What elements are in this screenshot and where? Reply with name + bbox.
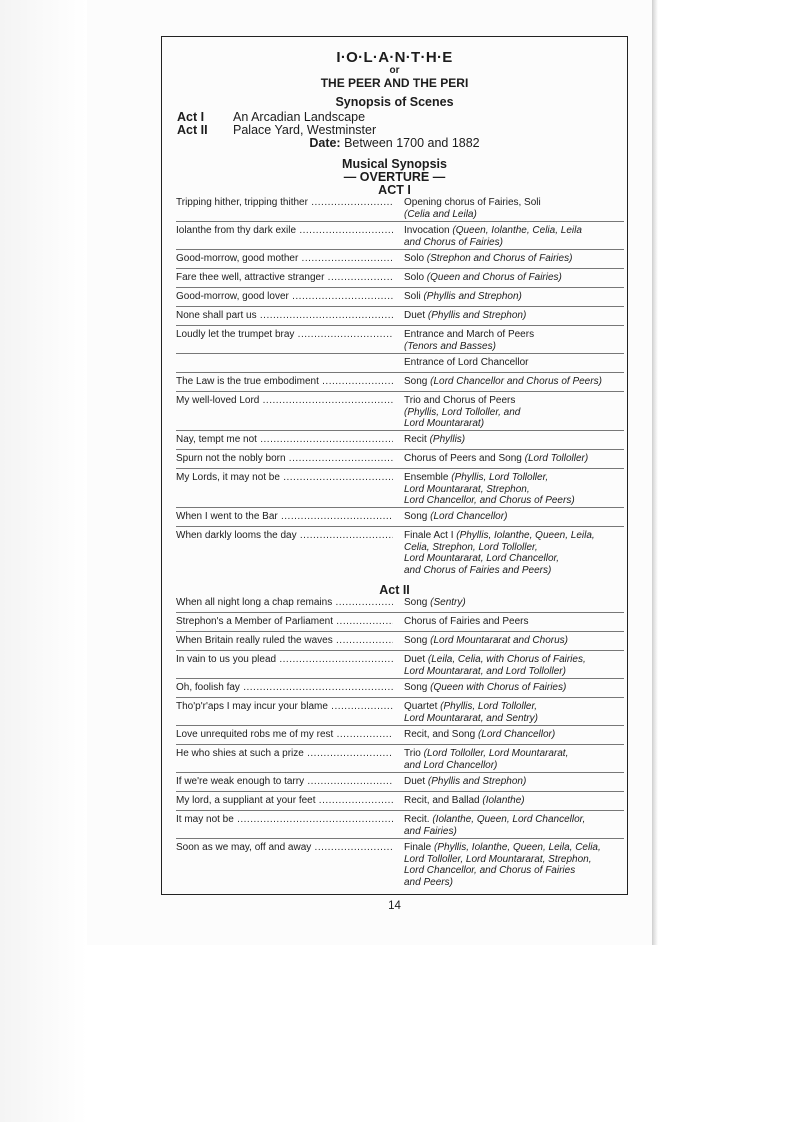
number-description [404, 434, 624, 446]
number-title: Nay, tempt me not ..... [176, 433, 393, 446]
row-divider [176, 631, 624, 632]
act-label: Act I [177, 110, 205, 124]
description-performers: Lord Chancellor, and Chorus of Fairies [404, 865, 576, 876]
number-description [404, 795, 624, 807]
row-divider [176, 449, 624, 450]
description-performers: (Lord Chancellor and Chorus of Peers) [430, 376, 602, 387]
opera-subtitle: THE PEER AND THE PERI [320, 76, 469, 90]
description-performers: and Peers) [404, 876, 453, 888]
row-divider [176, 468, 624, 469]
row-divider [176, 430, 624, 431]
description-line [404, 654, 624, 666]
number-description [404, 329, 624, 352]
number-description [404, 654, 624, 677]
description-line [404, 682, 624, 694]
description-type: Invocation [404, 225, 453, 236]
description-performers: (Phyllis and Strephon) [427, 310, 527, 321]
description-type: Song [404, 597, 431, 608]
description-performers: and Chorus of Fairies) [404, 236, 503, 248]
description-line [404, 854, 624, 866]
row-divider [176, 650, 624, 651]
description-type: Duet [404, 654, 428, 665]
number-title: Oh, foolish fay ..... [176, 681, 393, 694]
description-line [404, 826, 624, 838]
description-line [404, 291, 624, 303]
description-type: Finale [404, 842, 435, 853]
description-type: Recit, and Song [404, 729, 478, 740]
overture-heading: — OVERTURE — [343, 170, 446, 184]
description-performers: Lord Mountararat, Strephon, [404, 483, 530, 495]
number-title: It may not be ..... [176, 813, 393, 826]
description-performers: (Phyllis and Strephon) [423, 291, 522, 302]
description-performers: (Tenors and Basses) [404, 340, 496, 352]
number-title: When I went to the Bar ..... [176, 510, 393, 523]
description-performers: (Lord Mountararat and Chorus) [430, 635, 568, 646]
number-title: When Britain really ruled the waves ..... [176, 634, 393, 647]
description-line [404, 434, 624, 446]
number-title: My well-loved Lord ..... [176, 394, 393, 407]
number-title: Tripping hither, tripping thither ..... [176, 196, 393, 209]
description-line [404, 553, 624, 565]
description-performers: (Lord Tolloller, Lord Mountararat, [423, 748, 569, 759]
description-line [404, 225, 624, 237]
scenes-heading: Synopsis of Scenes [335, 95, 454, 109]
number-description [404, 530, 624, 576]
number-description [404, 472, 624, 507]
description-performers: (Phyllis, Lord Tolloller, and [404, 406, 521, 418]
musical-synopsis-heading: Musical Synopsis [342, 157, 447, 171]
number-title: He who shies at such a prize ..... [176, 747, 393, 760]
description-line [404, 341, 624, 353]
number-description [404, 357, 624, 369]
act-label: Act II [177, 123, 208, 137]
description-performers: (Strephon and Chorus of Fairies) [426, 253, 573, 264]
description-line [404, 511, 624, 523]
number-description [404, 395, 624, 430]
number-title: My Lords, it may not be ..... [176, 471, 393, 484]
description-performers: (Lord Chancellor) [430, 511, 508, 522]
act-scene: Palace Yard, Westminster [233, 123, 377, 137]
number-description [404, 310, 624, 322]
date-line [161, 136, 628, 150]
description-performers: (Phyllis, Iolanthe, Queen, Leila, [456, 530, 595, 541]
number-description [404, 682, 624, 694]
number-title: Strephon's a Member of Parliament ..... [176, 615, 393, 628]
description-performers: and Chorus of Fairies and Peers) [404, 564, 552, 576]
description-performers: Lord Chancellor, and Chorus of Peers) [404, 495, 575, 506]
description-type: Solo [404, 272, 427, 283]
date-label: Date: [309, 136, 341, 150]
number-title: If we're weak enough to tarry ..... [176, 775, 393, 788]
row-divider [176, 268, 624, 269]
description-performers: (Sentry) [430, 597, 466, 608]
description-line [404, 748, 624, 760]
row-divider [176, 221, 624, 222]
page-number: 14 [388, 900, 401, 912]
act-scene: An Arcadian Landscape [233, 110, 366, 124]
description-performers: and Lord Chancellor) [404, 759, 498, 771]
description-line [404, 616, 624, 628]
description-performers: Lord Mountararat, and Sentry) [404, 712, 538, 724]
description-line [404, 418, 624, 430]
description-performers: (Celia and Leila) [404, 208, 477, 220]
row-divider [176, 353, 624, 354]
description-type: Ensemble [404, 472, 452, 483]
number-description [404, 253, 624, 265]
row-divider [176, 526, 624, 527]
description-performers: Lord Tolloller, Lord Mountararat, Strephon, [404, 853, 592, 865]
number-description [404, 291, 624, 303]
description-type: Song [404, 511, 431, 522]
number-title: In vain to us you plead ..... [176, 653, 393, 666]
act-1-scene [177, 110, 365, 124]
row-divider [176, 697, 624, 698]
description-type: Quartet [404, 701, 441, 712]
act-2-heading: Act II [379, 583, 410, 597]
number-description [404, 701, 624, 724]
description-type: Trio and Chorus of Peers [404, 395, 516, 406]
description-performers: (Leila, Celia, with Chorus of Fairies, [427, 654, 586, 665]
description-line [404, 472, 624, 484]
number-title: Tho'p'r'aps I may incur your blame ..... [176, 700, 393, 713]
row-divider [176, 306, 624, 307]
description-performers: (Phyllis) [429, 434, 466, 445]
number-title: The Law is the true embodiment ..... [176, 375, 393, 388]
description-performers: (Queen with Chorus of Fairies) [430, 682, 567, 693]
description-line [404, 666, 624, 678]
row-divider [176, 791, 624, 792]
number-description [404, 616, 624, 628]
row-divider [176, 249, 624, 250]
description-performers: Lord Mountararat, and Lord Tolloller) [404, 665, 566, 677]
description-performers: (Phyllis, Lord Tolloller, [451, 472, 549, 483]
description-line [404, 495, 624, 507]
number-description [404, 225, 624, 248]
number-description [404, 197, 624, 220]
number-title: Loudly let the trumpet bray ..... [176, 328, 393, 341]
description-line [404, 776, 624, 788]
number-title: Fare thee well, attractive stranger ..... [176, 271, 393, 284]
description-line [404, 877, 624, 889]
page-edge-shadow [652, 0, 658, 945]
description-type: Song [404, 682, 431, 693]
description-type: Song [404, 635, 431, 646]
description-line [404, 865, 624, 877]
number-description [404, 511, 624, 523]
row-divider [176, 772, 624, 773]
number-title: None shall part us ..... [176, 309, 393, 322]
row-divider [176, 372, 624, 373]
description-type: Finale Act I [404, 530, 457, 541]
row-divider [176, 287, 624, 288]
description-line [404, 565, 624, 577]
description-performers: Lord Mountararat) [404, 418, 485, 429]
binding-margin [0, 0, 87, 1122]
row-divider [176, 744, 624, 745]
description-performers: (Phyllis, Iolanthe, Queen, Leila, Celia, [434, 842, 601, 853]
description-line [404, 795, 624, 807]
description-line [404, 310, 624, 322]
description-line [404, 530, 624, 542]
description-line [404, 395, 624, 407]
number-description [404, 453, 624, 465]
description-line [404, 376, 624, 388]
description-line [404, 197, 624, 209]
description-type: Entrance and March of Peers [404, 329, 535, 340]
row-divider [176, 507, 624, 508]
number-description [404, 272, 624, 284]
description-line [404, 635, 624, 647]
description-performers: (Phyllis and Strephon) [427, 776, 527, 787]
number-title: Spurn not the nobly born ..... [176, 452, 393, 465]
description-performers: (Iolanthe) [482, 795, 525, 806]
number-description [404, 814, 624, 837]
number-title: Iolanthe from thy dark exile ..... [176, 224, 393, 237]
number-title: Love unrequited robs me of my rest ..... [176, 728, 393, 741]
description-line [404, 253, 624, 265]
act-1-heading: ACT I [378, 183, 411, 197]
description-performers: Lord Mountararat, Lord Chancellor, [404, 553, 560, 564]
description-type: Duet [404, 776, 428, 787]
description-type: Entrance of Lord Chancellor [404, 357, 529, 368]
description-line [404, 701, 624, 713]
description-type: Recit, and Ballad [404, 795, 483, 806]
description-line [404, 814, 624, 826]
description-type: Recit. [404, 814, 433, 825]
description-type: Opening chorus of Fairies, Soli [404, 197, 541, 208]
description-line [404, 272, 624, 284]
description-line [404, 209, 624, 221]
row-divider [176, 612, 624, 613]
description-performers: Celia, Strephon, Lord Tolloller, [404, 541, 538, 553]
description-line [404, 357, 624, 369]
date-value: Between 1700 and 1882 [344, 136, 480, 150]
row-divider [176, 325, 624, 326]
description-type: Song [404, 376, 431, 387]
description-type: Duet [404, 310, 428, 321]
number-description [404, 376, 624, 388]
description-performers: (Lord Tolloller) [524, 453, 589, 464]
description-line [404, 484, 624, 496]
description-line [404, 729, 624, 741]
description-line [404, 597, 624, 609]
description-performers: (Queen and Chorus of Fairies) [426, 272, 562, 283]
number-description [404, 597, 624, 609]
description-type: Chorus of Peers and Song [404, 453, 525, 464]
or-word: or [389, 65, 400, 76]
description-line [404, 453, 624, 465]
number-title: When all night long a chap remains ..... [176, 596, 393, 609]
row-divider [176, 838, 624, 839]
description-type: Trio [404, 748, 424, 759]
description-type: Solo [404, 253, 427, 264]
description-type: Recit [404, 434, 430, 445]
description-line [404, 713, 624, 725]
number-description [404, 748, 624, 771]
description-line [404, 760, 624, 772]
number-title: When darkly looms the day ..... [176, 529, 393, 542]
row-divider [176, 725, 624, 726]
number-description [404, 729, 624, 741]
number-description [404, 635, 624, 647]
number-title: Good-morrow, good mother ..... [176, 252, 393, 265]
description-performers: and Fairies) [404, 825, 457, 837]
row-divider [176, 391, 624, 392]
number-title: Soon as we may, off and away ..... [176, 841, 393, 854]
description-line [404, 329, 624, 341]
row-divider [176, 678, 624, 679]
description-line [404, 542, 624, 554]
description-type: Soli [404, 291, 424, 302]
description-line [404, 237, 624, 249]
description-performers: (Lord Chancellor) [477, 729, 556, 740]
description-performers: (Phyllis, Lord Tolloller, [440, 701, 538, 712]
description-line [404, 407, 624, 419]
row-divider [176, 810, 624, 811]
act-2-scene [177, 123, 376, 137]
description-line [404, 842, 624, 854]
description-performers: (Queen, Iolanthe, Celia, Leila [452, 225, 582, 236]
number-title: Good-morrow, good lover ..... [176, 290, 393, 303]
description-type: Chorus of Fairies and Peers [404, 616, 529, 627]
opera-title: I·O·L·A·N·T·H·E [336, 49, 453, 66]
description-performers: (Iolanthe, Queen, Lord Chancellor, [432, 814, 586, 825]
number-description [404, 776, 624, 788]
number-description [404, 842, 624, 888]
number-title: My lord, a suppliant at your feet ..... [176, 794, 393, 807]
